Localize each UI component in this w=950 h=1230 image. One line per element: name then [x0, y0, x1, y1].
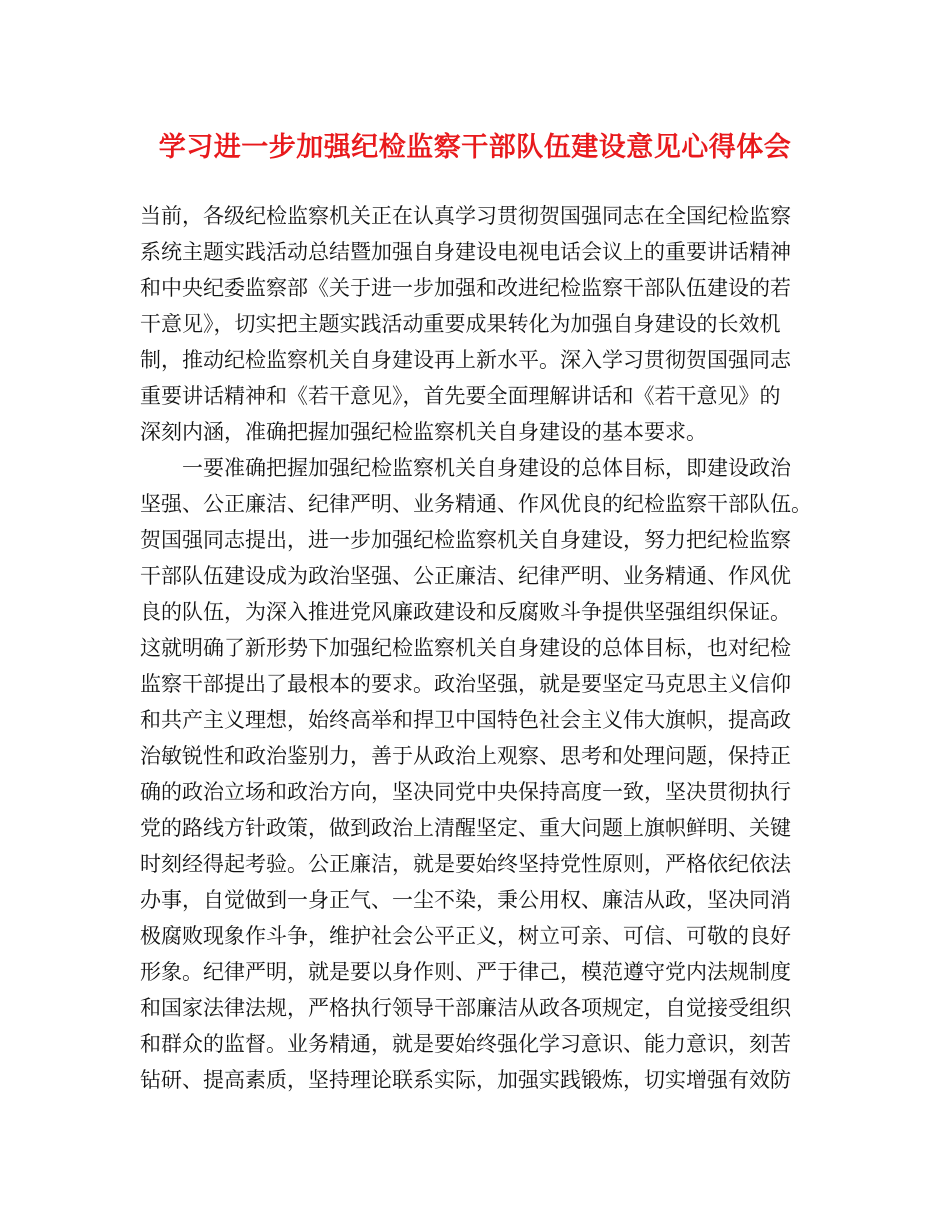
text-line: 和中央纪委监察部《关于进一步加强和改进纪检监察干部队伍建设的若 [140, 276, 791, 300]
document-body [140, 198, 820, 1098]
text-line: 确的政治立场和政治方向，坚决同党中央保持高度一致，坚决贯彻执行 [140, 780, 791, 804]
document-title: 学习进一步加强纪检监察干部队伍建设意见心得体会 [158, 132, 792, 163]
text-line: 这就明确了新形势下加强纪检监察机关自身建设的总体目标，也对纪检 [140, 636, 791, 660]
text-line: 形象。纪律严明，就是要以身作则、严于律己，模范遵守党内法规制度 [140, 960, 791, 984]
text-line: 重要讲话精神和《若干意见》，首先要全面理解讲话和《若干意见》的 [140, 384, 781, 408]
text-line: 坚强、公正廉洁、纪律严明、业务精通、作风优良的纪检监察干部队伍。 [140, 492, 812, 516]
text-line: 钻研、提高素质，坚持理论联系实际，加强实践锻炼，切实增强有效防 [140, 1068, 791, 1092]
text-line: 贺国强同志提出，进一步加强纪检监察机关自身建设，努力把纪检监察 [140, 528, 791, 552]
text-line: 党的路线方针政策，做到政治上清醒坚定、重大问题上旗帜鲜明、关键 [140, 816, 791, 840]
text-line: 一要准确把握加强纪检监察机关自身建设的总体目标，即建设政治 [140, 456, 791, 480]
text-line: 治敏锐性和政治鉴别力，善于从政治上观察、思考和处理问题，保持正 [140, 744, 791, 768]
text-line: 干意见》，切实把主题实践活动重要成果转化为加强自身建设的长效机 [140, 312, 781, 336]
text-line: 良的队伍，为深入推进党风廉政建设和反腐败斗争提供坚强组织保证。 [140, 600, 791, 624]
text-line: 和国家法律法规，严格执行领导干部廉洁从政各项规定，自觉接受组织 [140, 996, 791, 1020]
text-line: 系统主题实践活动总结暨加强自身建设电视电话会议上的重要讲话精神 [140, 240, 791, 264]
text-line: 时刻经得起考验。公正廉洁，就是要始终坚持党性原则，严格依纪依法 [140, 852, 791, 876]
text-line: 干部队伍建设成为政治坚强、公正廉洁、纪律严明、业务精通、作风优 [140, 564, 791, 588]
text-line: 深刻内涵，准确把握加强纪检监察机关自身建设的基本要求。 [140, 420, 707, 444]
text-line: 监察干部提出了最根本的要求。政治坚强，就是要坚定马克思主义信仰 [140, 672, 791, 696]
text-line: 极腐败现象作斗争，维护社会公平正义，树立可亲、可信、可敬的良好 [140, 924, 791, 948]
text-line: 办事，自觉做到一身正气、一尘不染，秉公用权、廉洁从政，坚决同消 [140, 888, 791, 912]
text-line: 制，推动纪检监察机关自身建设再上新水平。深入学习贯彻贺国强同志 [140, 348, 791, 372]
text-line: 和群众的监督。业务精通，就是要始终强化学习意识、能力意识，刻苦 [140, 1032, 791, 1056]
text-line: 和共产主义理想，始终高举和捍卫中国特色社会主义伟大旗帜，提高政 [140, 708, 791, 732]
text-line: 当前，各级纪检监察机关正在认真学习贯彻贺国强同志在全国纪检监察 [140, 204, 791, 228]
